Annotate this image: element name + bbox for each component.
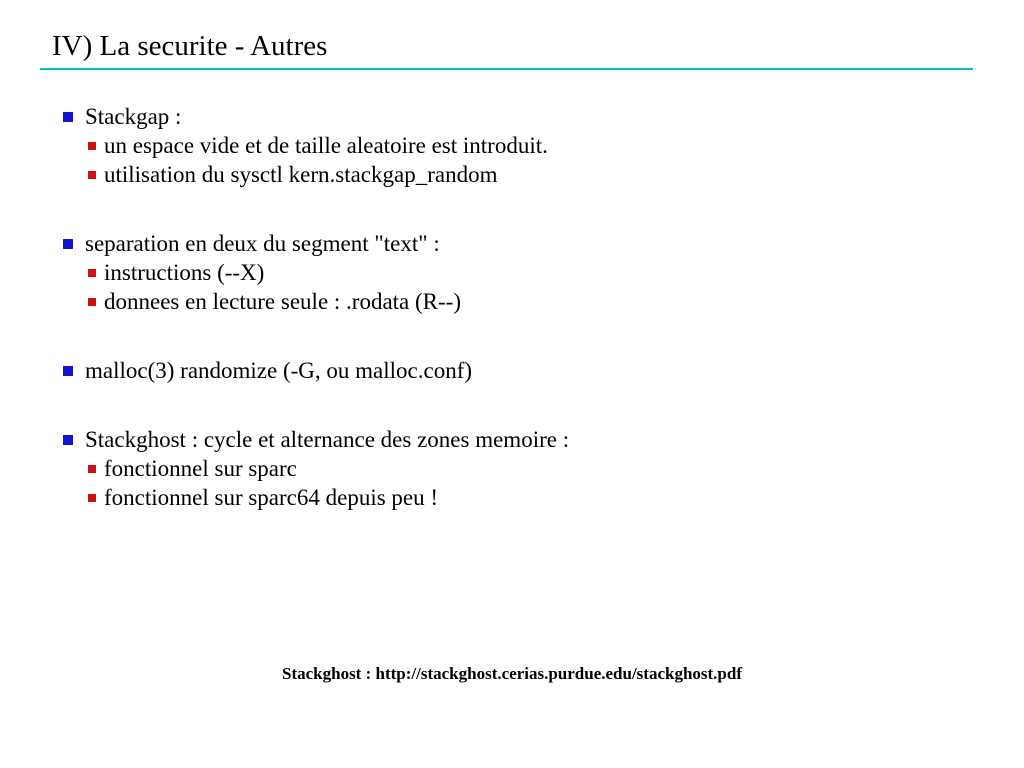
slide-title: IV) La securite - Autres bbox=[52, 30, 328, 62]
sub-list-item bbox=[88, 258, 994, 287]
square-bullet-icon bbox=[63, 366, 73, 376]
square-subbullet-icon bbox=[88, 298, 96, 306]
square-subbullet-icon bbox=[88, 171, 96, 179]
sub-list-item bbox=[88, 483, 994, 512]
list-item-text: Stackgap : bbox=[85, 103, 182, 129]
sub-list-item-text: utilisation du sysctl kern.stackgap_random bbox=[104, 161, 498, 187]
bullet-group-stackghost bbox=[63, 425, 994, 512]
sub-list-item bbox=[88, 131, 994, 160]
sub-list-item bbox=[88, 287, 994, 316]
title-underline-rule bbox=[40, 68, 973, 70]
square-subbullet-icon bbox=[88, 269, 96, 277]
square-subbullet-icon bbox=[88, 494, 96, 502]
sub-list-item-text: instructions (--X) bbox=[104, 259, 265, 285]
square-subbullet-icon bbox=[88, 465, 96, 473]
list-item-text: Stackghost : cycle et alternance des zones memoire : bbox=[85, 426, 570, 452]
bullet-group-text-segment bbox=[63, 229, 994, 316]
list-item bbox=[63, 425, 994, 454]
footer-reference-text: Stackghost : http://stackghost.cerias.purdue.edu/stackghost.pdf bbox=[282, 664, 742, 683]
bullet-group-malloc bbox=[63, 356, 994, 385]
square-bullet-icon bbox=[63, 435, 73, 445]
list-item bbox=[63, 229, 994, 258]
sub-list-item-text: fonctionnel sur sparc64 depuis peu ! bbox=[104, 484, 439, 510]
bullet-list bbox=[63, 102, 994, 552]
square-subbullet-icon bbox=[88, 142, 96, 150]
square-bullet-icon bbox=[63, 112, 73, 122]
sub-list-item bbox=[88, 454, 994, 483]
sub-list-item-text: donnees en lecture seule : .rodata (R--) bbox=[104, 288, 461, 314]
list-item-text: separation en deux du segment "text" : bbox=[85, 230, 440, 256]
bullet-group-stackgap bbox=[63, 102, 994, 189]
list-item-text: malloc(3) randomize (-G, ou malloc.conf) bbox=[85, 357, 473, 383]
square-bullet-icon bbox=[63, 239, 73, 249]
list-item bbox=[63, 102, 994, 131]
sub-list-item bbox=[88, 160, 994, 189]
sub-list-item-text: fonctionnel sur sparc bbox=[104, 455, 297, 481]
sub-list-item-text: un espace vide et de taille aleatoire est introduit. bbox=[104, 132, 548, 158]
list-item bbox=[63, 356, 994, 385]
